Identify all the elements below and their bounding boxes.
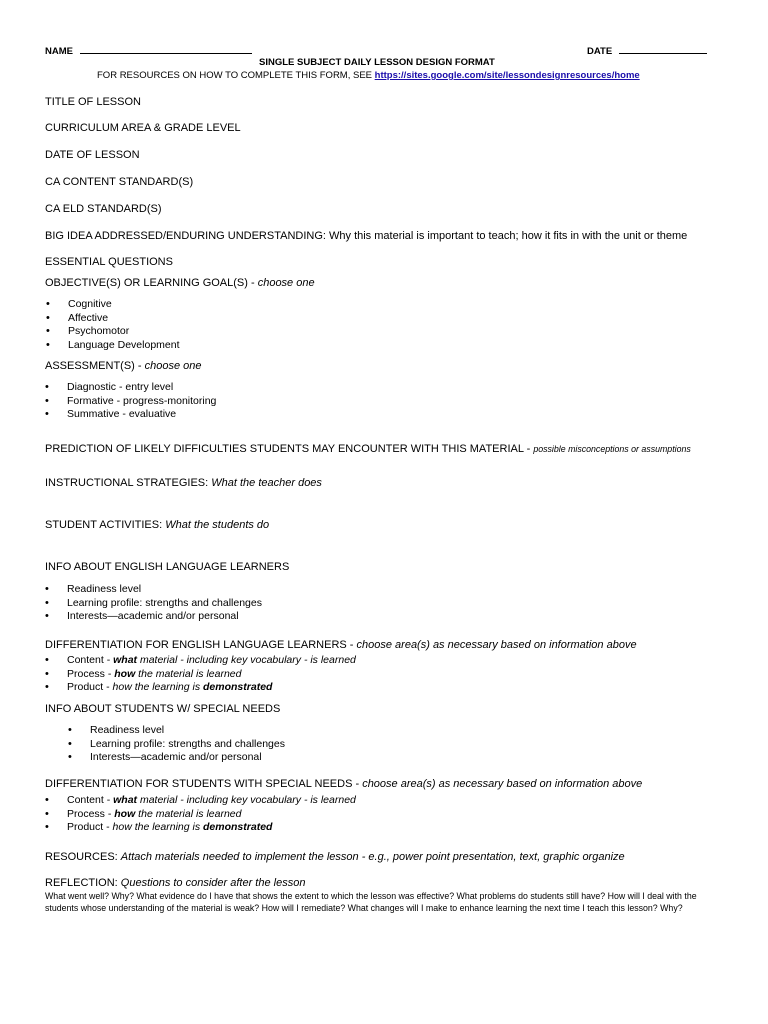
student-activities-heading xyxy=(45,519,269,531)
resources-line xyxy=(97,70,640,81)
reflection-hint: Questions to consider after the lesson xyxy=(120,877,306,889)
process-bold: how xyxy=(114,667,136,680)
process-prefix: Process - xyxy=(67,667,115,680)
curriculum-area-label: CURRICULUM AREA & GRADE LEVEL xyxy=(45,122,241,134)
ell-diff-list xyxy=(67,654,356,695)
list-item: • Interests—academic and/or personal xyxy=(67,610,262,624)
reflection-questions: What went well? Why? What evidence do I have that shows the extent to which the lesson was effective? What problems do students still have? How will I deal with the students whose understanding of the material is weak? How will I remediate? What changes will I make to enhance learning the next time I teach this lesson? Why? xyxy=(45,891,697,913)
ca-eld-standards-label: CA ELD STANDARD(S) xyxy=(45,203,162,215)
objectives-hint: choose one xyxy=(257,277,315,289)
reflection-heading xyxy=(45,877,305,889)
sn-diff-hint: choose area(s) as necessary based on information above xyxy=(362,778,643,790)
product-bold: demonstrated xyxy=(203,681,273,693)
content-bold: what xyxy=(113,794,138,806)
process-rest: the material is learned xyxy=(135,667,242,680)
ca-content-standards-label: CA CONTENT STANDARD(S) xyxy=(45,176,194,188)
list-item: • Learning profile: strengths and challenges xyxy=(90,738,285,752)
list-item: • Learning profile: strengths and challenges xyxy=(67,597,262,611)
product-italic: how the learning is xyxy=(112,681,204,693)
objectives-label: OBJECTIVE(S) OR LEARNING GOAL(S) - xyxy=(45,277,258,289)
product-bold: demonstrated xyxy=(203,821,273,833)
resources-hint: Attach materials needed to implement the lesson - e.g., power point presentation, text, graphic organize xyxy=(120,851,625,863)
content-rest: material - including key vocabulary - is learned xyxy=(137,654,356,666)
prediction-hint: possible misconceptions or assumptions xyxy=(533,444,691,454)
instructional-label: INSTRUCTIONAL STRATEGIES: xyxy=(45,477,212,489)
product-prefix: Product - xyxy=(67,821,113,833)
list-item: • Readiness level xyxy=(67,583,262,597)
reflection-label: REFLECTION: xyxy=(45,877,121,889)
date-of-lesson-label: DATE OF LESSON xyxy=(45,149,140,161)
ell-info-heading: INFO ABOUT ENGLISH LANGUAGE LEARNERS xyxy=(45,561,290,573)
assessments-hint: choose one xyxy=(144,360,202,372)
resources-label: RESOURCES: xyxy=(45,851,121,863)
list-item: • Diagnostic - entry level xyxy=(67,381,216,395)
list-item: • Interests—academic and/or personal xyxy=(90,751,285,765)
process-prefix: Process - xyxy=(67,807,115,820)
list-item: • Summative - evaluative xyxy=(67,408,216,422)
date-label: DATE xyxy=(587,46,613,57)
ell-diff-hint: choose area(s) as necessary based on information above xyxy=(356,639,637,651)
date-blank-line[interactable] xyxy=(619,53,707,54)
assessments-list xyxy=(67,381,216,422)
sn-info-heading: INFO ABOUT STUDENTS W/ SPECIAL NEEDS xyxy=(45,703,281,715)
date-field xyxy=(587,46,707,57)
process-rest: the material is learned xyxy=(135,807,242,820)
ell-diff-heading xyxy=(45,639,637,651)
student-activities-hint: What the students do xyxy=(165,519,270,531)
content-bold: what xyxy=(113,654,138,666)
form-title: SINGLE SUBJECT DAILY LESSON DESIGN FORMAT xyxy=(259,57,495,68)
big-idea-label: BIG IDEA ADDRESSED/ENDURING UNDERSTANDING: Why this material is important to teach; how it fits in with the unit or theme xyxy=(45,230,688,242)
list-item: • Affective xyxy=(68,312,180,326)
product-prefix: Product - xyxy=(67,681,113,693)
assessments-heading xyxy=(45,360,202,372)
sn-diff-list xyxy=(67,794,356,835)
student-activities-label: STUDENT ACTIVITIES: xyxy=(45,519,166,531)
name-blank-line[interactable] xyxy=(80,53,252,54)
resources-link[interactable]: https://sites.google.com/site/lessondesignresources/home xyxy=(374,70,640,81)
content-prefix: Content - xyxy=(67,794,114,806)
list-item: • Cognitive xyxy=(68,298,180,312)
sn-diff-heading xyxy=(45,778,642,790)
content-rest: material - including key vocabulary - is learned xyxy=(137,794,356,806)
list-item: • Readiness level xyxy=(90,724,285,738)
list-item: • Language Development xyxy=(68,339,180,353)
ell-diff-process-item xyxy=(67,668,356,682)
list-item: • Psychomotor xyxy=(68,325,180,339)
sn-diff-label: DIFFERENTIATION FOR STUDENTS WITH SPECIAL NEEDS - xyxy=(45,778,363,790)
ell-diff-content-item xyxy=(67,654,356,668)
assessments-label: ASSESSMENT(S) - xyxy=(45,360,145,372)
ell-diff-label: DIFFERENTIATION FOR ENGLISH LANGUAGE LEARNERS - xyxy=(45,639,357,651)
process-bold: how xyxy=(114,807,136,820)
sn-diff-content-item xyxy=(67,794,356,808)
ell-info-list xyxy=(67,583,262,624)
instructional-hint: What the teacher does xyxy=(211,477,322,489)
essential-questions-label: ESSENTIAL QUESTIONS xyxy=(45,256,173,268)
content-prefix: Content - xyxy=(67,654,114,666)
objectives-heading xyxy=(45,277,315,289)
instructional-heading xyxy=(45,477,322,489)
sn-info-list xyxy=(90,724,285,765)
name-label: NAME xyxy=(45,46,73,57)
objectives-list xyxy=(68,298,180,352)
prediction-label: PREDICTION OF LIKELY DIFFICULTIES STUDENTS MAY ENCOUNTER WITH THIS MATERIAL - xyxy=(45,443,534,455)
list-item: • Formative - progress-monitoring xyxy=(67,395,216,409)
sn-diff-process-item xyxy=(67,808,356,822)
sn-diff-product-item xyxy=(67,821,356,835)
name-field xyxy=(45,46,252,57)
ell-diff-product-item xyxy=(67,681,356,695)
resources-prefix: FOR RESOURCES ON HOW TO COMPLETE THIS FORM, SEE xyxy=(97,70,373,81)
prediction-heading xyxy=(45,443,691,455)
resources-heading xyxy=(45,851,625,863)
title-of-lesson-label: TITLE OF LESSON xyxy=(45,96,141,108)
product-italic: how the learning is xyxy=(112,821,204,833)
